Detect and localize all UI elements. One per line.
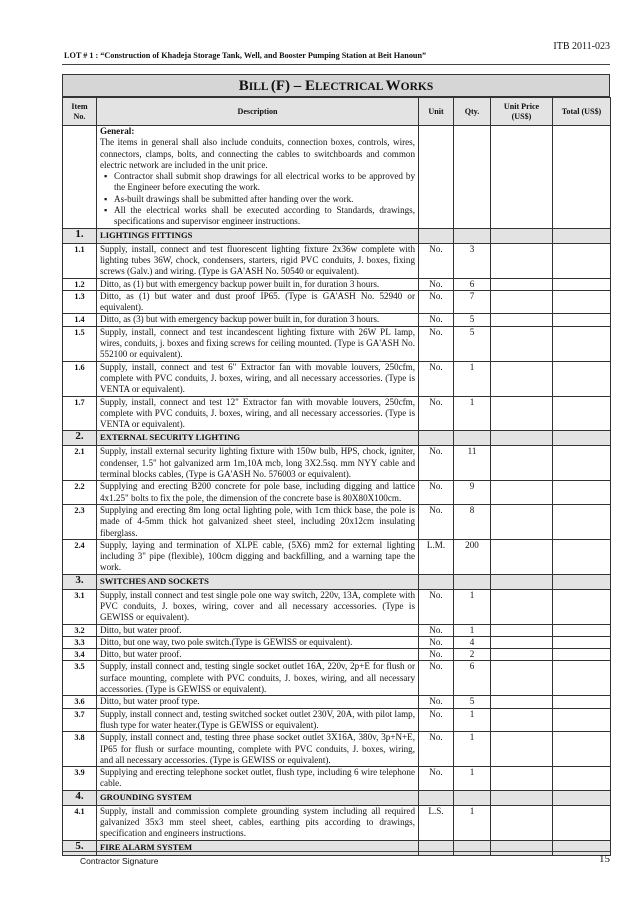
item-number: 1.5 [63,326,97,361]
footer-divider [62,851,610,852]
column-header-unit-price: Unit Price (US$) [491,98,553,126]
item-number: 1.2 [63,278,97,290]
item-unit: No. [419,767,454,791]
item-total[interactable] [553,732,611,767]
item-quantity: 11 [454,446,491,481]
item-unit-price[interactable] [491,708,553,732]
table-row [63,290,611,314]
item-quantity: 1 [454,361,491,396]
item-total[interactable] [553,661,611,696]
item-quantity: 9 [454,481,491,505]
item-unit-price[interactable] [491,504,553,539]
item-description: Supply, install connect and, testing three phase socket outlet 3X16A, 380v, 3p+N+E, IP65 for flush or surface mounting, complete with PVC conduits, J. boxes, wiring, and all necessary accessories. (Type is GEWISS or equivalent). [97,732,419,767]
item-description: Ditto, but one way, two pole switch.(Type is GEWISS or equivalent). [97,636,419,648]
item-unit-price[interactable] [491,290,553,314]
item-quantity: 5 [454,326,491,361]
item-quantity: 4 [454,636,491,648]
item-unit-price[interactable] [491,539,553,574]
table-row [63,767,611,791]
item-total[interactable] [553,361,611,396]
item-quantity: 1 [454,624,491,636]
list-item: ▪ Contractor shall submit shop drawings for all electrical works to be approved by the Engineer before executing the work. [114,171,415,194]
list-item: ▪ As-built drawings shall be submitted after handing over the work. [114,194,415,205]
item-description: Ditto, but water proof type. [97,696,419,708]
item-description: Supply, laying and termination of XLPE cable, (5X6) mm2 for external lighting including 3" pipe (flexible), 100cm digging and backfilling, and a warning tape the work. [97,539,419,574]
item-number: 3.7 [63,708,97,732]
item-total[interactable] [553,481,611,505]
section-header-row [63,228,611,243]
section-title: LIGHTINGS FITTINGS [97,228,419,243]
item-quantity: 5 [454,696,491,708]
item-description: Ditto, but water proof. [97,624,419,636]
item-quantity: 6 [454,661,491,696]
table-row [63,243,611,278]
column-header-description: Description [97,98,419,126]
header-divider [62,64,610,65]
item-total[interactable] [553,649,611,661]
item-unit-price[interactable] [491,243,553,278]
item-total[interactable] [553,326,611,361]
item-description: Supply, install connect and test single pole one way switch, 220v, 13A, complete with PVC conduits, J. boxes, wiring, cover and all necessary accessories. (Type is GEWISS or equivalent). [97,589,419,624]
table-row [63,708,611,732]
section-header-row [63,840,611,855]
item-unit: No. [419,326,454,361]
item-description: Ditto, as (1) but with emergency backup power built in, for duration 3 hours. [97,278,419,290]
item-number: 1.7 [63,396,97,431]
item-description: Supply, install external security lighting fixture with 150w bulb, HPS, chock, igniter, condenser, 1.5" hot galvanized arm 1m,10A mcb, long 3X2.5sq. mm NYY cable and terminal blocks cables, (Type is GA'ASH No. 576003 or equivalent). [97,446,419,481]
table-row [63,649,611,661]
item-total[interactable] [553,278,611,290]
item-unit: No. [419,243,454,278]
item-unit: No. [419,589,454,624]
item-number: 1.3 [63,290,97,314]
item-unit-price[interactable] [491,661,553,696]
item-description: Ditto, as (1) but water and dust proof IP65. (Type is GA'ASH No. 52940 or equivalent). [97,290,419,314]
item-unit-price[interactable] [491,767,553,791]
item-number: 3.3 [63,636,97,648]
item-number: 2.2 [63,481,97,505]
item-quantity: 5 [454,314,491,326]
table-row [63,361,611,396]
item-unit: No. [419,624,454,636]
section-header-row [63,790,611,805]
section-number: 3. [63,574,97,589]
section-title: FIRE ALARM SYSTEM [97,840,419,855]
item-number: 3.8 [63,732,97,767]
item-quantity: 200 [454,539,491,574]
section-number: 4. [63,790,97,805]
document-reference: ITB 2011-023 [553,41,610,52]
item-number: 3.6 [63,696,97,708]
item-total[interactable] [553,805,611,840]
item-total[interactable] [553,446,611,481]
section-number: 1. [63,228,97,243]
section-number: 2. [63,431,97,446]
general-notes [97,126,419,229]
table-row [63,589,611,624]
item-unit: No. [419,732,454,767]
item-unit-price[interactable] [491,278,553,290]
column-header-total: Total (US$) [553,98,611,126]
item-description: Supplying and erecting 8m long octal lighting pole, with 1cm thick base, the pole is made of 4-5mm thick hot galvanized sheet steel, including 20x12cm insulating fiberglass. [97,504,419,539]
item-description: Supply, install and commission complete grounding system including all required galvanized 35x3 mm steel sheet, cables, earthing pits according to drawings, specification and engineers instructions. [97,805,419,840]
item-total[interactable] [553,589,611,624]
item-unit-price[interactable] [491,326,553,361]
item-number: 4.1 [63,805,97,840]
item-description: Supplying and erecting telephone socket outlet, flush type, including 6 wire telephone cable. [97,767,419,791]
item-unit: No. [419,314,454,326]
item-quantity: 6 [454,278,491,290]
item-unit: No. [419,661,454,696]
item-unit: No. [419,636,454,648]
table-row [63,504,611,539]
item-unit-price[interactable] [491,314,553,326]
item-unit-price[interactable] [491,481,553,505]
item-unit: No. [419,361,454,396]
section-header-row [63,431,611,446]
table-row [63,696,611,708]
general-notes-text: The items in general shall also include conduits, connection boxes, controls, wires, connectors, clamps, bolts, and connecting the cables to switchboards and common electric network are included in the unit price. [100,137,415,170]
bill-title: BILL (F) – ELECTRICAL WORKS [62,74,610,97]
section-header-row [63,574,611,589]
item-unit-price[interactable] [491,361,553,396]
table-header-row [63,98,611,126]
item-unit-price[interactable] [491,732,553,767]
item-unit: No. [419,446,454,481]
item-unit: No. [419,278,454,290]
section-title: SWITCHES AND SOCKETS [97,574,419,589]
table-row [63,539,611,574]
item-total[interactable] [553,243,611,278]
item-number: 2.1 [63,446,97,481]
table-row [63,732,611,767]
item-unit: No. [419,708,454,732]
item-quantity: 1 [454,732,491,767]
item-description: Supply, install, connect and test 6" Extractor fan with movable louvers, 250cfm, complete with PVC conduits, J. boxes, wiring, and all necessary accessories. (Type is VENTA or equivalent). [97,361,419,396]
general-notes-row [63,126,611,229]
item-unit: L.M. [419,539,454,574]
general-notes-title: General: [100,126,135,136]
item-quantity: 8 [454,504,491,539]
table-row [63,624,611,636]
lot-title: LOT # 1 : “Construction of Khadeja Storage Tank, Well, and Booster Pumping Station at Beit Hanoun” [64,51,427,60]
item-description: Supply, install connect and, testing switched socket outlet 230V, 20A, with pilot lamp, flush type for water heater.(Type is GEWISS or equivalent). [97,708,419,732]
item-quantity: 1 [454,589,491,624]
item-number: 1.6 [63,361,97,396]
table-row [63,278,611,290]
contractor-signature-label: Contractor Signature [80,856,159,866]
item-number: 3.1 [63,589,97,624]
list-item: ▪ All the electrical works shall be executed according to Standards, drawings, specifications and supervisor engineer instructions. [114,205,415,228]
item-number: 3.9 [63,767,97,791]
table-row [63,636,611,648]
item-unit: No. [419,481,454,505]
item-quantity: 2 [454,649,491,661]
general-notes-list [100,171,415,227]
item-total[interactable] [553,624,611,636]
item-total[interactable] [553,696,611,708]
section-title: GROUNDING SYSTEM [97,790,419,805]
item-description: Supply, install connect and, testing single socket outlet 16A, 220v, 2p+E for flush or surface mounting, complete with PVC conduits, J. boxes, wiring, and all necessary accessories. (Type is GEWISS or equivalent). [97,661,419,696]
item-quantity: 1 [454,767,491,791]
column-header-qty: Qty. [454,98,491,126]
item-unit-price[interactable] [491,396,553,431]
item-description: Supply, install, connect and test fluorescent lighting fixture 2x36w complete with lighting tubes 36W, chock, condensers, starters, rigid PVC conduits, J. boxes, fixing screws (Galv.) and wiring. (Type is GA'ASH No. 50540 or equivalent). [97,243,419,278]
item-total[interactable] [553,396,611,431]
page-number: 15 [599,853,610,865]
section-title: EXTERNAL SECURITY LIGHTING [97,431,419,446]
item-total[interactable] [553,636,611,648]
item-unit: No. [419,504,454,539]
item-total[interactable] [553,708,611,732]
item-description: Ditto, but water proof. [97,649,419,661]
item-total[interactable] [553,290,611,314]
item-unit: No. [419,649,454,661]
table-row [63,805,611,840]
item-unit: L.S. [419,805,454,840]
item-quantity: 3 [454,243,491,278]
table-body [63,126,611,856]
item-unit-price[interactable] [491,649,553,661]
column-header-unit: Unit [419,98,454,126]
item-number: 2.3 [63,504,97,539]
column-header-item: Item No. [63,98,97,126]
item-quantity: 1 [454,708,491,732]
item-number: 1.1 [63,243,97,278]
item-quantity: 7 [454,290,491,314]
item-unit-price[interactable] [491,589,553,624]
item-total[interactable] [553,314,611,326]
table-row [63,326,611,361]
item-unit-price[interactable] [491,624,553,636]
bill-of-quantities-table [62,97,611,856]
item-description: Ditto, as (3) but with emergency backup power built in, for duration 3 hours. [97,314,419,326]
item-unit-price[interactable] [491,636,553,648]
item-description: Supply, install, connect and test 12" Extractor fan with movable louvers, 250cfm, complete with PVC conduits, J. boxes, wiring, and all necessary accessories. (Type is VENTA or equivalent). [97,396,419,431]
item-description: Supplying and erecting B200 concrete for pole base, including digging and lattice 4x1.25" bolts to fix the pole, the dimension of the concrete base is 80X80X100cm. [97,481,419,505]
item-description: Supply, install, connect and test incandescent lighting fixture with 26W PL lamp, wires, conduits, j. boxes and fixing screws for ceiling mounted. (Type is GA'ASH No. 552100 or equivalent). [97,326,419,361]
item-unit: No. [419,290,454,314]
item-quantity: 1 [454,805,491,840]
item-unit: No. [419,696,454,708]
item-number: 1.4 [63,314,97,326]
item-unit-price[interactable] [491,446,553,481]
item-number: 2.4 [63,539,97,574]
section-number: 5. [63,840,97,855]
item-total[interactable] [553,504,611,539]
table-row [63,396,611,431]
item-unit-price[interactable] [491,696,553,708]
item-total[interactable] [553,539,611,574]
item-quantity: 1 [454,396,491,431]
item-unit: No. [419,396,454,431]
item-number: 3.2 [63,624,97,636]
table-row [63,481,611,505]
item-unit-price[interactable] [491,805,553,840]
item-total[interactable] [553,767,611,791]
table-row [63,314,611,326]
table-row [63,661,611,696]
item-number: 3.4 [63,649,97,661]
table-row [63,446,611,481]
item-number: 3.5 [63,661,97,696]
